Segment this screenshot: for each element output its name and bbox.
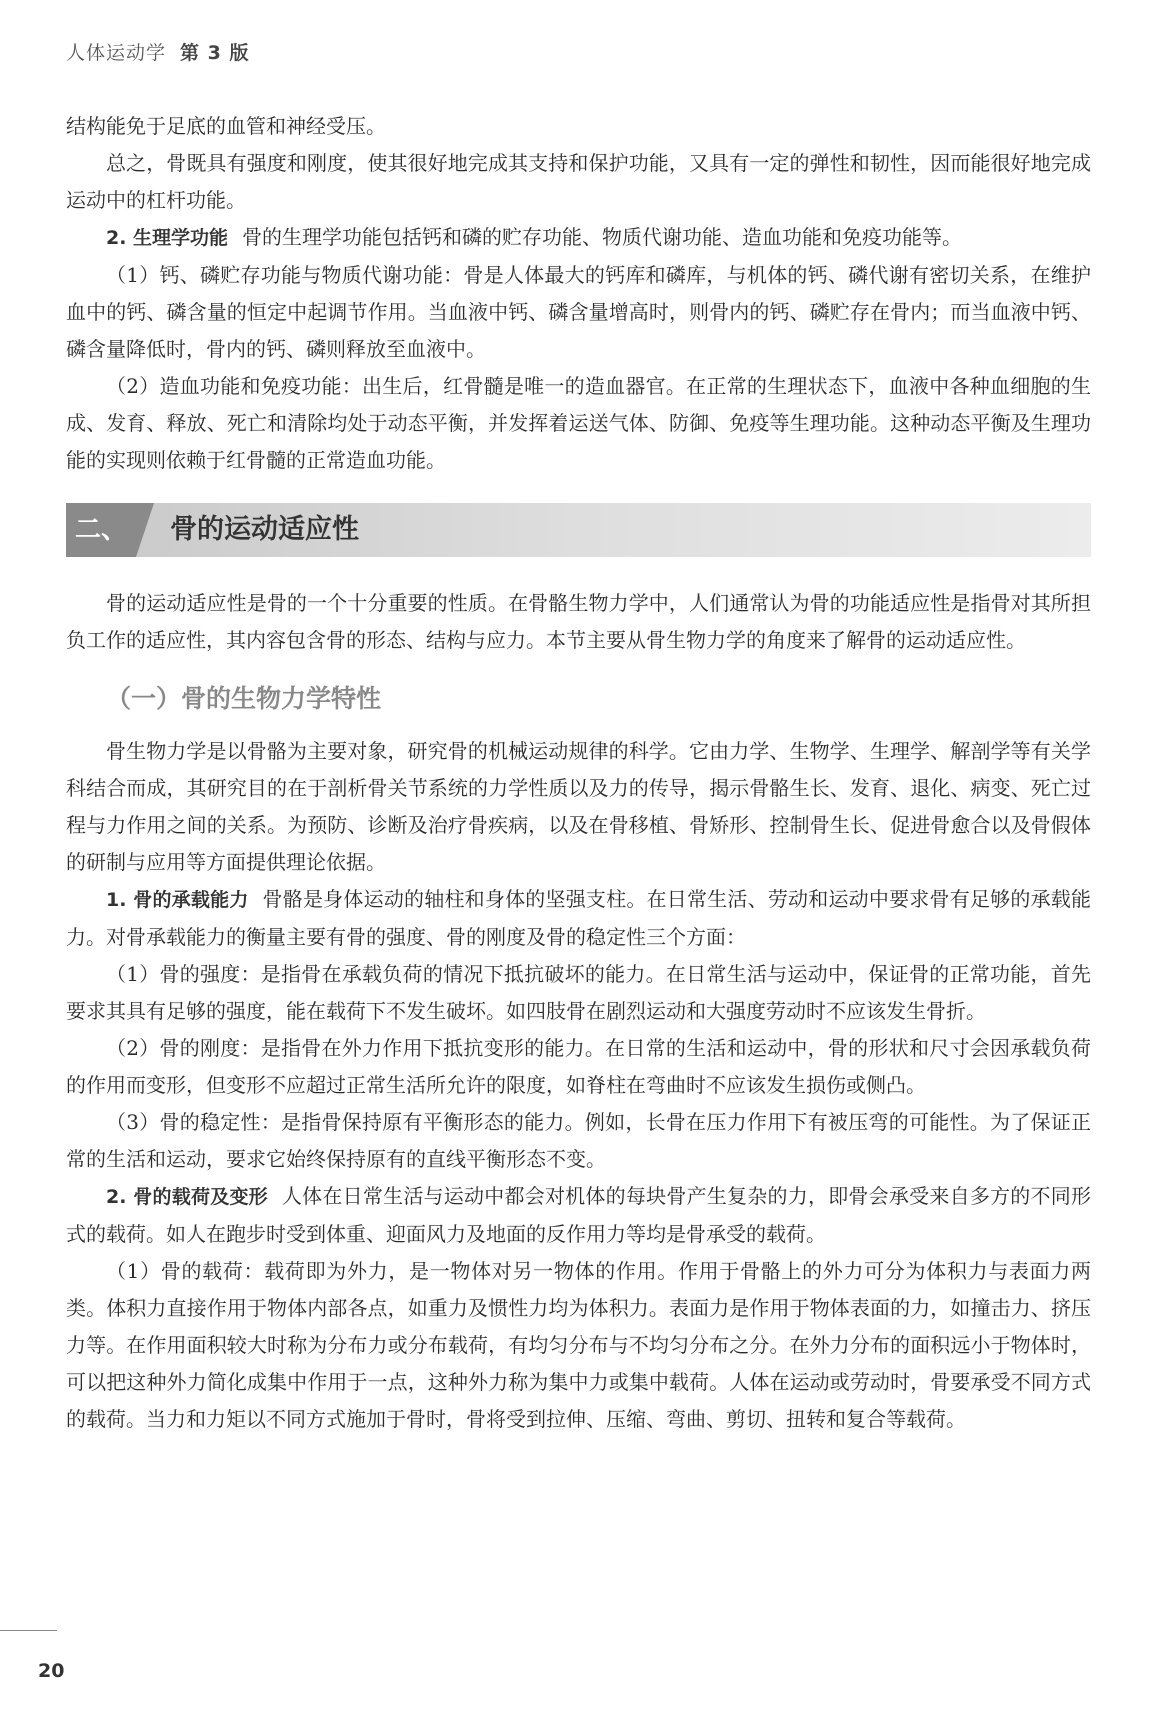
subsection-title: （一）骨的生物力学特性	[106, 684, 382, 713]
section-heading	[66, 503, 1091, 557]
paragraph	[66, 881, 1091, 956]
page-number: 20	[38, 1660, 65, 1682]
section-number-tail	[136, 503, 154, 557]
paragraph	[66, 1178, 1091, 1253]
running-head	[66, 38, 249, 65]
paragraph: 骨的运动适应性是骨的一个十分重要的性质。在骨骼生物力学中，人们通常认为骨的功能适应性是指骨对其所担负工作的适应性，其内容包含骨的形态、结构与应力。本节主要从骨生物力学的角度来了解骨的运动适应性。	[66, 591, 1091, 652]
paragraph-lead: 1. 骨的承载能力	[106, 889, 249, 911]
paragraph: 骨生物力学是以骨骼为主要对象，研究骨的机械运动规律的科学。它由力学、生物学、生理学、解剖学等有关学科结合而成，其研究目的在于剖析骨关节系统的力学性质以及力的传导，揭示骨骼生长、发育、退化、病变、死亡过程与力作用之间的关系。为预防、诊断及治疗骨疾病，以及在骨移植、骨矫形、控制骨生长、促进骨愈合以及骨假体的研制与应用等方面提供理论依据。	[66, 739, 1091, 874]
paragraph: （1）骨的载荷：载荷即为外力，是一物体对另一物体的作用。作用于骨骼上的外力可分为体积力与表面力两类。体积力直接作用于物体内部各点，如重力及惯性力均为体积力。表面力是作用于物体表面的力，如撞击力、挤压力等。在作用面积较大时称为分布力或分布载荷，有均匀分布与不均匀分布之分。在外力分布的面积远小于物体时，可以把这种外力简化成集中作用于一点，这种外力称为集中力或集中载荷。人体在运动或劳动时，骨要承受不同方式的载荷。当力和力矩以不同方式施加于骨时，骨将受到拉伸、压缩、弯曲、剪切、扭转和复合等载荷。	[66, 1259, 1091, 1431]
paragraph-lead: 2. 生理学功能	[106, 227, 229, 249]
paragraph	[66, 219, 1091, 257]
section-title: 骨的运动适应性	[170, 514, 359, 545]
paragraph: （3）骨的稳定性：是指骨保持原有平衡形态的能力。例如，长骨在压力作用下有被压弯的可能性。为了保证正常的生活和运动，要求它始终保持原有的直线平衡形态不变。	[66, 1110, 1091, 1171]
page-content	[66, 108, 1091, 1438]
paragraph-text: 骨骼是身体运动的轴柱和身体的坚强支柱。在日常生活、劳动和运动中要求骨有足够的承载能力。对骨承载能力的衡量主要有骨的强度、骨的刚度及骨的稳定性三个方面：	[66, 887, 1092, 949]
paragraph-lead: 2. 骨的载荷及变形	[106, 1186, 268, 1208]
paragraph: （2）骨的刚度：是指骨在外力作用下抵抗变形的能力。在日常的生活和运动中，骨的形状和尺寸会因承载负荷的作用而变形，但变形不应超过正常生活所允许的限度，如脊柱在弯曲时不应该发生损伤或侧凸。	[66, 1036, 1091, 1097]
paragraph: 总之，骨既具有强度和刚度，使其很好地完成其支持和保护功能，又具有一定的弹性和韧性，因而能很好地完成运动中的杠杆功能。	[66, 151, 1091, 212]
book-title: 人体运动学	[66, 42, 167, 64]
paragraph-text: 人体在日常生活与运动中都会对机体的每块骨产生复杂的力，即骨会承受来自多方的不同形式的载荷。如人在跑步时受到体重、迎面风力及地面的反作用力等均是骨承受的载荷。	[66, 1184, 1091, 1246]
paragraph: （1）钙、磷贮存功能与物质代谢功能：骨是人体最大的钙库和磷库，与机体的钙、磷代谢有密切关系，在维护血中的钙、磷含量的恒定中起调节作用。当血液中钙、磷含量增高时，则骨内的钙、磷贮存在骨内；而当血液中钙、磷含量降低时，骨内的钙、磷则释放至血液中。	[66, 263, 1091, 361]
paragraph-text: 骨的生理学功能包括钙和磷的贮存功能、物质代谢功能、造血功能和免疫功能等。	[242, 225, 963, 249]
paragraph: （2）造血功能和免疫功能：出生后，红骨髓是唯一的造血器官。在正常的生理状态下，血液中各种血细胞的生成、发育、释放、死亡和清除均处于动态平衡，并发挥着运送气体、防御、免疫等生理功能。这种动态平衡及生理功能的实现则依赖于红骨髓的正常造血功能。	[66, 374, 1091, 472]
footer-rule	[0, 1630, 57, 1631]
paragraph: 结构能免于足底的血管和神经受压。	[66, 114, 386, 138]
paragraph: （1）骨的强度：是指骨在承载负荷的情况下抵抗破坏的能力。在日常生活与运动中，保证骨的正常功能，首先要求其具有足够的强度，能在载荷下不发生破坏。如四肢骨在剧烈运动和大强度劳动时不应该发生骨折。	[66, 962, 1091, 1023]
edition-label: 第 3 版	[180, 42, 250, 64]
section-number: 二、	[66, 503, 136, 557]
